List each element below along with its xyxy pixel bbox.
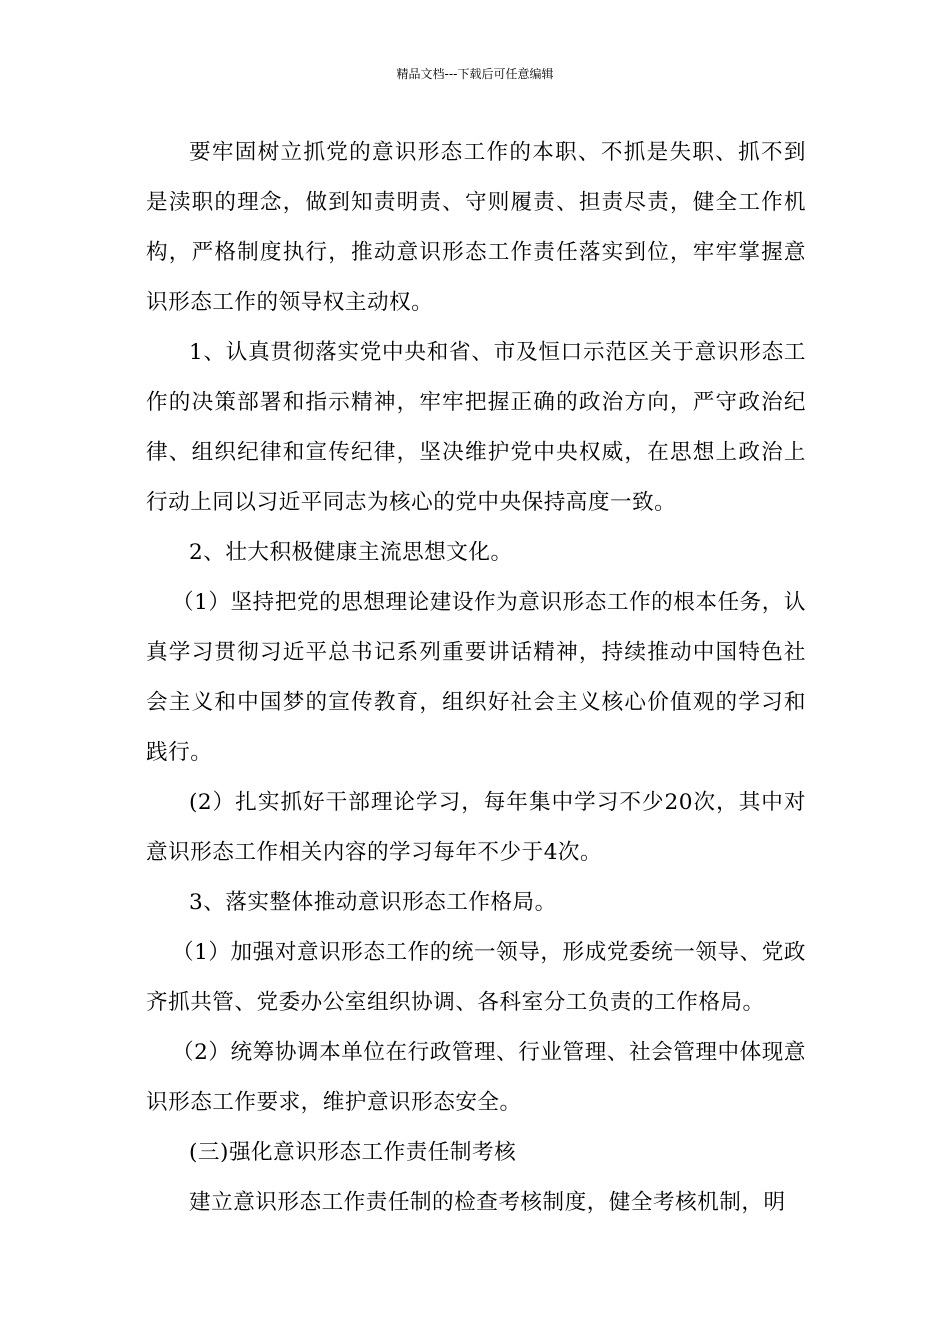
paragraph-intro: 要牢固树立抓党的意识形态工作的本职、不抓是失职、抓不到是渎职的理念，做到知责明责、守则履责、担责尽责，健全工作机构，严格制度执行，推动意识形态工作责任落实到位，牢牢掌握意识形态工作的领导权主动权。: [146, 140, 806, 315]
paragraph-item-1: 1、认真贯彻落实党中央和省、市及恒口示范区关于意识形态工作的决策部署和指示精神，牢牢把握正确的政治方向，严守政治纪律、组织纪律和宣传纪律，坚决维护党中央权威，在思想上政治上行动上同以习近平同志为核心的党中央保持高度一致。: [146, 340, 806, 515]
paragraph-item-3-2: （2）统筹协调本单位在行政管理、行业管理、社会管理中体现意识形态工作要求，维护意识形态安全。: [146, 1040, 806, 1115]
page-header: 精品文档---下载后可任意编辑: [396, 67, 554, 81]
paragraph-item-3-1: （1）加强对意识形态工作的统一领导，形成党委统一领导、党政齐抓共管、党委办公室组织协调、各科室分工负责的工作格局。: [146, 940, 806, 1015]
paragraph-item-2: 2、壮大积极健康主流思想文化。: [189, 540, 513, 565]
paragraph-item-3: 3、落实整体推动意识形态工作格局。: [189, 890, 557, 915]
document-body: [146, 128, 806, 1228]
paragraph-item-2-1: （1）坚持把党的思想理论建设作为意识形态工作的根本任务，认真学习贯彻习近平总书记系列重要讲话精神，持续推动中国特色社会主义和中国梦的宣传教育，组织好社会主义核心价值观的学习和践行。: [146, 590, 806, 765]
paragraph-item-2-2: (2）扎实抓好干部理论学习，每年集中学习不少20次，其中对意识形态工作相关内容的学习每年不少于4次。: [146, 790, 806, 865]
paragraph-section-3: 建立意识形态工作责任制的检查考核制度，健全考核机制，明: [189, 1190, 786, 1215]
section-heading-3: (三)强化意识形态工作责任制考核: [189, 1140, 517, 1165]
